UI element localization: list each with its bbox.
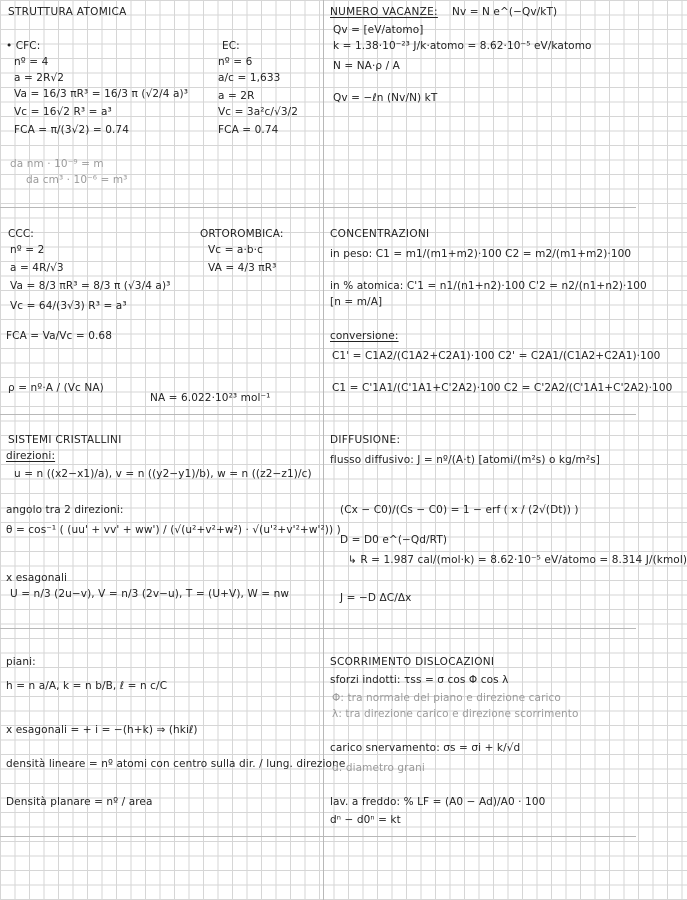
ec-line: a = 2R <box>218 90 255 102</box>
ec-line: FCA = 0.74 <box>218 124 279 136</box>
vacanze-line: Qv = [eV/atomo] <box>333 24 424 36</box>
conversione-label: conversione: <box>330 330 399 342</box>
densita-planare: Densità planare = nº / area <box>6 796 153 808</box>
unit-note: da nm · 10⁻⁹ = m <box>10 158 104 170</box>
vacanze-line: k = 1.38·10⁻²³ J/k·atomo = 8.62·10⁻⁵ eV/katomo <box>333 40 592 52</box>
concentrazioni-title: CONCENTRAZIONI <box>330 228 430 240</box>
fick-law: J = −D ΔC/Δx <box>340 592 412 604</box>
esagonali-label: x esagonali <box>6 572 68 584</box>
angolo-label: angolo tra 2 direzioni: <box>6 504 124 516</box>
numero-vacanze-title: NUMERO VACANZE: <box>330 6 438 18</box>
direzioni-label: direzioni: <box>6 450 56 462</box>
n-definition: [n = m/A] <box>330 296 383 308</box>
ccc-line: nº = 2 <box>10 244 45 256</box>
diametro-note: d: diametro grani <box>332 762 425 774</box>
cfc-line: a = 2R√2 <box>14 72 65 84</box>
row-divider-4 <box>0 836 636 837</box>
row-divider-3 <box>0 628 636 629</box>
phi-note: Φ: tra normale del piano e direzione carico <box>332 692 561 704</box>
vacanze-line: N = NA·ρ / A <box>333 60 400 72</box>
conversione-formula: C1 = C'1A1/(C'1A1+C'2A2)·100 C2 = C'2A2/(C'1A1+C'2A2)·100 <box>332 382 673 394</box>
ortorombica-line: VA = 4/3 πR³ <box>208 262 277 274</box>
vacanze-line: Qv = −ℓn (Nv/N) kT <box>333 92 438 104</box>
cfc-line: nº = 4 <box>14 56 49 68</box>
snervamento-formula: carico snervamento: σs = σi + k/√d <box>330 742 521 754</box>
ec-line: Vc = 3a²c/√3/2 <box>218 106 299 118</box>
struttura-atomica-title: STRUTTURA ATOMICA <box>8 6 127 18</box>
gas-constant: ↳ R = 1.987 cal/(mol·k) = 8.62·10⁻⁵ eV/atomo = 8.314 J/(kmol) <box>348 554 687 566</box>
erf-formula: (Cx − C0)/(Cs − C0) = 1 − erf ( x / (2√(Dt)) ) <box>340 504 579 516</box>
concentrazione-peso: in peso: C1 = m1/(m1+m2)·100 C2 = m2/(m1+m2)·100 <box>330 248 632 260</box>
ccc-label: CCC: <box>8 228 34 240</box>
sistemi-cristallini-title: SISTEMI CRISTALLINI <box>8 434 122 446</box>
scorrimento-title: SCORRIMENTO DISLOCAZIONI <box>330 656 495 668</box>
cfc-label: • CFC: <box>6 40 41 52</box>
ortorombica-label: ORTOROMBICA: <box>200 228 284 240</box>
angolo-formula: θ = cos⁻¹ ( (uu' + vv' + ww') / (√(u²+v²+w²) · √(u'²+v'²+w'²)) ) <box>6 524 341 536</box>
density-formula: ρ = nº·A / (Vc NA) <box>8 382 104 394</box>
ortorombica-line: Vc = a·b·c <box>208 244 263 256</box>
row-divider-2 <box>0 414 636 415</box>
cfc-line: FCA = π/(3√2) = 0.74 <box>14 124 129 136</box>
miller-indices: h = n a/A, k = n b/B, ℓ = n c/C <box>6 680 168 692</box>
flusso-formula: flusso diffusivo: J = nº/(A·t) [atomi/(m²s) o kg/m²s] <box>330 454 600 466</box>
ec-line: nº = 6 <box>218 56 253 68</box>
unit-note: da cm³ · 10⁻⁶ = m³ <box>26 174 128 186</box>
ccc-line: Vc = 64/(3√3) R³ = a³ <box>10 300 127 312</box>
vacanze-formula: Nv = N e^(−Qv/kT) <box>452 6 558 18</box>
densita-lineare: densità lineare = nº atomi con centro sulla dir. / lung. direzione <box>6 758 346 770</box>
ccc-line: FCA = Va/Vc = 0.68 <box>6 330 112 342</box>
direzioni-formula: u = n ((x2−x1)/a), v = n ((y2−y1)/b), w = n ((z2−z1)/c) <box>14 468 312 480</box>
concentrazione-atomica: in % atomica: C'1 = n1/(n1+n2)·100 C'2 = n2/(n1+n2)·100 <box>330 280 647 292</box>
ec-label: EC: <box>222 40 240 52</box>
cfc-line: Va = 16/3 πR³ = 16/3 π (√2/4 a)³ <box>14 88 189 100</box>
row-divider-1 <box>0 207 636 208</box>
esagonali-formula: U = n/3 (2u−v), V = n/3 (2v−u), T = (U+V), W = nw <box>10 588 290 600</box>
grain-growth-formula: dⁿ − d0ⁿ = kt <box>330 814 401 826</box>
diffusivity-formula: D = D0 e^(−Qd/RT) <box>340 534 448 546</box>
cfc-line: Vc = 16√2 R³ = a³ <box>14 106 112 118</box>
avogadro-constant: NA = 6.022·10²³ mol⁻¹ <box>150 392 271 404</box>
esagonali-piani: x esagonali = + i = −(h+k) ⇒ (hkiℓ) <box>6 724 198 736</box>
lavorazione-freddo: lav. a freddo: % LF = (A0 − Ad)/A0 · 100 <box>330 796 546 808</box>
lambda-note: λ: tra direzione carico e direzione scorrimento <box>332 708 579 720</box>
ccc-line: Va = 8/3 πR³ = 8/3 π (√3/4 a)³ <box>10 280 171 292</box>
ccc-line: a = 4R/√3 <box>10 262 64 274</box>
diffusione-title: DIFFUSIONE: <box>330 434 401 446</box>
conversione-formula: C1' = C1A2/(C1A2+C2A1)·100 C2' = C2A1/(C1A2+C2A1)·100 <box>332 350 661 362</box>
sforzi-formula: sforzi indotti: τss = σ cos Φ cos λ <box>330 674 509 686</box>
piani-label: piani: <box>6 656 36 668</box>
ec-line: a/c = 1,633 <box>218 72 281 84</box>
